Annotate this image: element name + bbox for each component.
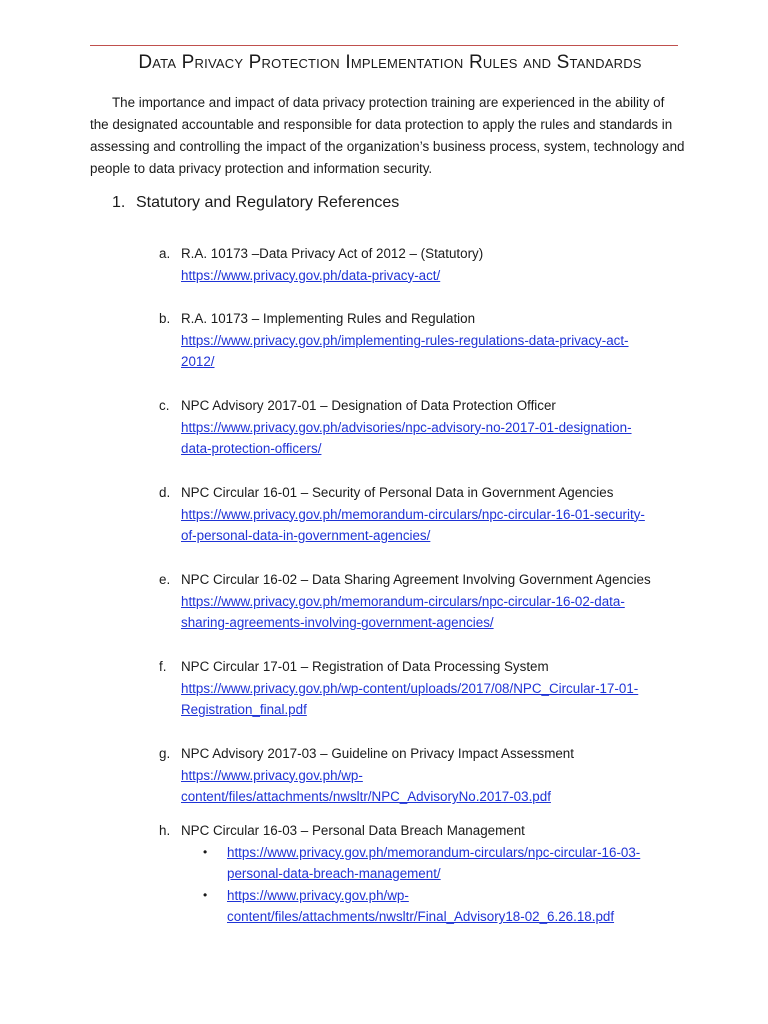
reference-marker: h. [159, 823, 171, 838]
reference-link-line: content/files/attachments/nwsltr/Final_Advisory18-02_6.26.18.pdf [227, 909, 615, 924]
reference-title: NPC Advisory 2017-03 – Guideline on Privacy Impact Assessment [181, 746, 574, 761]
reference-link[interactable] [227, 885, 689, 928]
reference-link[interactable] [227, 842, 689, 885]
reference-item-d [159, 482, 689, 547]
reference-item-f [159, 656, 689, 721]
reference-link[interactable] [181, 265, 689, 287]
reference-link[interactable] [181, 330, 689, 373]
reference-item-e [159, 569, 689, 634]
reference-title: NPC Circular 16-03 – Personal Data Breach Management [181, 823, 525, 838]
reference-title: R.A. 10173 –Data Privacy Act of 2012 – (Statutory) [181, 246, 484, 261]
reference-title: NPC Advisory 2017-01 – Designation of Data Protection Officer [181, 398, 556, 413]
reference-item-b [159, 308, 689, 373]
reference-link-line: https://www.privacy.gov.ph/advisories/npc-advisory-no-2017-01-designation- [181, 419, 632, 435]
reference-link-line: https://www.privacy.gov.ph/wp- [181, 767, 363, 783]
title-rule [90, 45, 678, 46]
intro-paragraph: The importance and impact of data privacy protection training are experienced in the ability of the designated accountable and responsible for data protection to apply the rules and standards in assessing and controlling the impact of the organization’s business process, system, technology and people to data privacy protection and information security. [90, 95, 685, 176]
document-title: Data Privacy Protection Implementation Rules and Standards [138, 52, 642, 73]
bullet-icon: • [203, 844, 208, 859]
reference-link-line: https://www.privacy.gov.ph/implementing-rules-regulations-data-privacy-act- [181, 332, 629, 348]
reference-link-line: content/files/attachments/nwsltr/NPC_AdvisoryNo.2017-03.pdf [181, 789, 551, 804]
reference-marker: f. [159, 659, 167, 674]
reference-link[interactable] [181, 678, 689, 721]
reference-link-line: https://www.privacy.gov.ph/wp-content/uploads/2017/08/NPC_Circular-17-01- [181, 680, 639, 696]
reference-item-h [159, 820, 689, 928]
reference-link-line: https://www.privacy.gov.ph/memorandum-circulars/npc-circular-16-03- [227, 844, 641, 860]
reference-item-c [159, 395, 689, 460]
list-item [181, 885, 689, 928]
reference-title: NPC Circular 17-01 – Registration of Data Processing System [181, 659, 549, 674]
reference-item-a [159, 243, 689, 286]
section-heading-text: Statutory and Regulatory References [136, 194, 400, 211]
reference-link[interactable] [181, 504, 689, 547]
reference-title: NPC Circular 16-01 – Security of Personal Data in Government Agencies [181, 485, 614, 500]
reference-marker: d. [159, 485, 171, 500]
reference-link-line: https://www.privacy.gov.ph/memorandum-circulars/npc-circular-16-02-data- [181, 593, 625, 609]
reference-link-line: data-protection-officers/ [181, 441, 322, 456]
reference-link-list [181, 842, 689, 928]
reference-marker: a. [159, 246, 171, 261]
reference-link-line: Registration_final.pdf [181, 702, 307, 717]
reference-link-line: sharing-agreements-involving-government-agencies/ [181, 615, 494, 630]
section-heading [112, 194, 399, 212]
reference-link-line: https://www.privacy.gov.ph/memorandum-circulars/npc-circular-16-01-security- [181, 506, 645, 522]
reference-marker: b. [159, 311, 171, 326]
reference-link-line: personal-data-breach-management/ [227, 866, 441, 881]
reference-link[interactable] [181, 591, 689, 634]
reference-title: R.A. 10173 – Implementing Rules and Regulation [181, 311, 476, 326]
reference-marker: e. [159, 572, 171, 587]
reference-title: NPC Circular 16-02 – Data Sharing Agreement Involving Government Agencies [181, 572, 651, 587]
reference-item-g [159, 743, 689, 808]
reference-link-line: https://www.privacy.gov.ph/data-privacy-act/ [181, 267, 441, 283]
reference-link-line: https://www.privacy.gov.ph/wp- [227, 887, 409, 903]
reference-link[interactable] [181, 765, 689, 808]
section-number: 1. [112, 194, 126, 211]
reference-marker: c. [159, 398, 170, 413]
list-item [181, 842, 689, 885]
reference-marker: g. [159, 746, 171, 761]
reference-link[interactable] [181, 417, 689, 460]
reference-link-line: 2012/ [181, 354, 215, 369]
reference-link-line: of-personal-data-in-government-agencies/ [181, 528, 431, 543]
bullet-icon: • [203, 887, 208, 902]
